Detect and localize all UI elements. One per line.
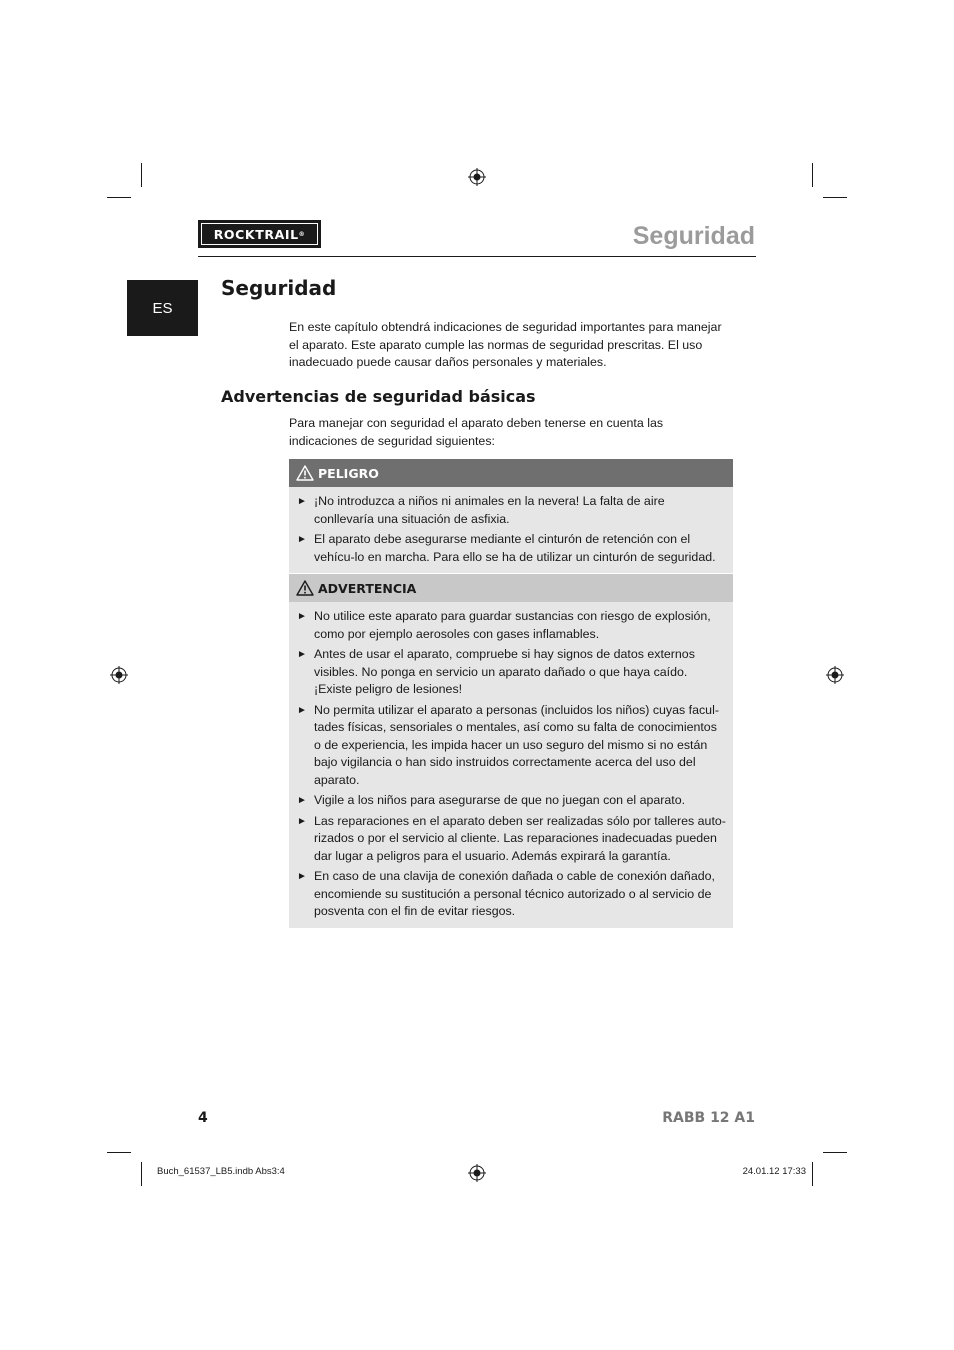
section-title: Seguridad [221, 276, 337, 300]
brand-trademark: ® [298, 230, 306, 238]
crop-mark [107, 1152, 131, 1153]
crop-mark [812, 1162, 813, 1186]
registration-mark-icon [826, 666, 844, 684]
list-item-text: No permita utilizar el aparato a personas (incluidos los niños) cuyas facul-tades físicas, sensoriales o mentales, así como su falta de conocimientos o de experiencia, les impida hacer un uso seguro del mismo si no están bajo vigilancia o han sido instruidos correctamente acerca del uso del aparato. [314, 702, 719, 787]
list-item-text: ¡No introduzca a niños ni animales en la nevera! La falta de aire conllevaría una situación de asfixia. [314, 494, 665, 526]
list-item [297, 646, 727, 699]
brand-logo-text: ROCKTRAIL [213, 226, 299, 242]
bullet-arrow-icon: ► [297, 871, 307, 882]
warning-triangle-icon [296, 465, 314, 481]
list-item-text: Vigile a los niños para asegurarse de que no juegan con el aparato. [314, 793, 686, 807]
warning-triangle-icon [296, 580, 314, 596]
page-number: 4 [198, 1110, 208, 1126]
crop-mark [823, 1152, 847, 1153]
warning-list [289, 602, 733, 928]
danger-box [289, 459, 733, 573]
list-item [297, 531, 727, 566]
brand-logo [198, 220, 321, 248]
list-item [297, 702, 727, 790]
bullet-arrow-icon: ► [297, 815, 307, 827]
list-item [297, 868, 727, 921]
registration-mark-icon [110, 666, 128, 684]
crop-mark [141, 163, 142, 187]
list-item-text: En caso de una clavija de conexión dañada o cable de conexión dañado, encomiende su sustitución a personal técnico autorizado o al servicio de posventa con el fin de evitar riesgos. [314, 869, 715, 918]
model-number: RABB 12 A1 [662, 1110, 755, 1126]
crop-mark [107, 197, 131, 198]
bullet-arrow-icon: ► [297, 611, 307, 622]
bullet-arrow-icon: ► [297, 496, 307, 507]
list-item [297, 813, 727, 866]
registration-mark-icon [468, 168, 486, 186]
subsection-title: Advertencias de seguridad básicas [221, 387, 536, 406]
header-title: Seguridad [632, 222, 755, 250]
bullet-arrow-icon: ► [297, 534, 307, 545]
list-item-text: Antes de usar el aparato, compruebe si hay signos de datos externos visibles. No ponga en servicio un aparato dañado o que haya caído. ¡Existe peligro de lesiones! [314, 647, 695, 696]
warning-box [289, 574, 733, 928]
slug-file: Buch_61537_LB5.indb Abs3:4 [157, 1166, 285, 1177]
warning-label: ADVERTENCIA [318, 580, 417, 596]
crop-mark [823, 197, 847, 198]
slug-date: 24.01.12 17:33 [742, 1166, 806, 1177]
list-item [297, 608, 727, 643]
danger-box-header [289, 459, 733, 487]
bullet-arrow-icon: ► [297, 795, 307, 806]
danger-list [289, 487, 733, 573]
crop-mark [141, 1162, 142, 1186]
list-item [297, 792, 727, 810]
language-tab: ES [127, 280, 198, 336]
list-item [297, 493, 727, 528]
danger-label: PELIGRO [318, 465, 379, 481]
warning-box-header [289, 574, 733, 602]
registration-mark-icon [468, 1164, 486, 1182]
crop-mark [812, 163, 813, 187]
bullet-arrow-icon: ► [297, 704, 307, 716]
list-item-text: No utilice este aparato para guardar sustancias con riesgo de explosión, como por ejemplo aerosoles con gases inflamables. [314, 609, 711, 641]
list-item-text: El aparato debe asegurarse mediante el cinturón de retención con el vehícu-lo en marcha. Para ello se ha de utilizar un cinturón de seguridad. [314, 532, 716, 564]
list-item-text: Las reparaciones en el aparato deben ser realizadas sólo por talleres auto-rizados o por el servicio al cliente. Las reparaciones inadecuadas pueden dar lugar a peligros para el usuario. Además expirará la garantía. [314, 813, 726, 863]
section-intro: En este capítulo obtendrá indicaciones de seguridad importantes para manejar el aparato. Este aparato cumple las normas de seguridad prescritas. El uso inadecuado puede causar daños personales y materiales. [289, 320, 722, 369]
header-divider [198, 256, 756, 257]
subsection-intro: Para manejar con seguridad el aparato deben tenerse en cuenta las indicaciones de seguridad siguientes: [289, 416, 664, 448]
bullet-arrow-icon: ► [297, 649, 307, 660]
